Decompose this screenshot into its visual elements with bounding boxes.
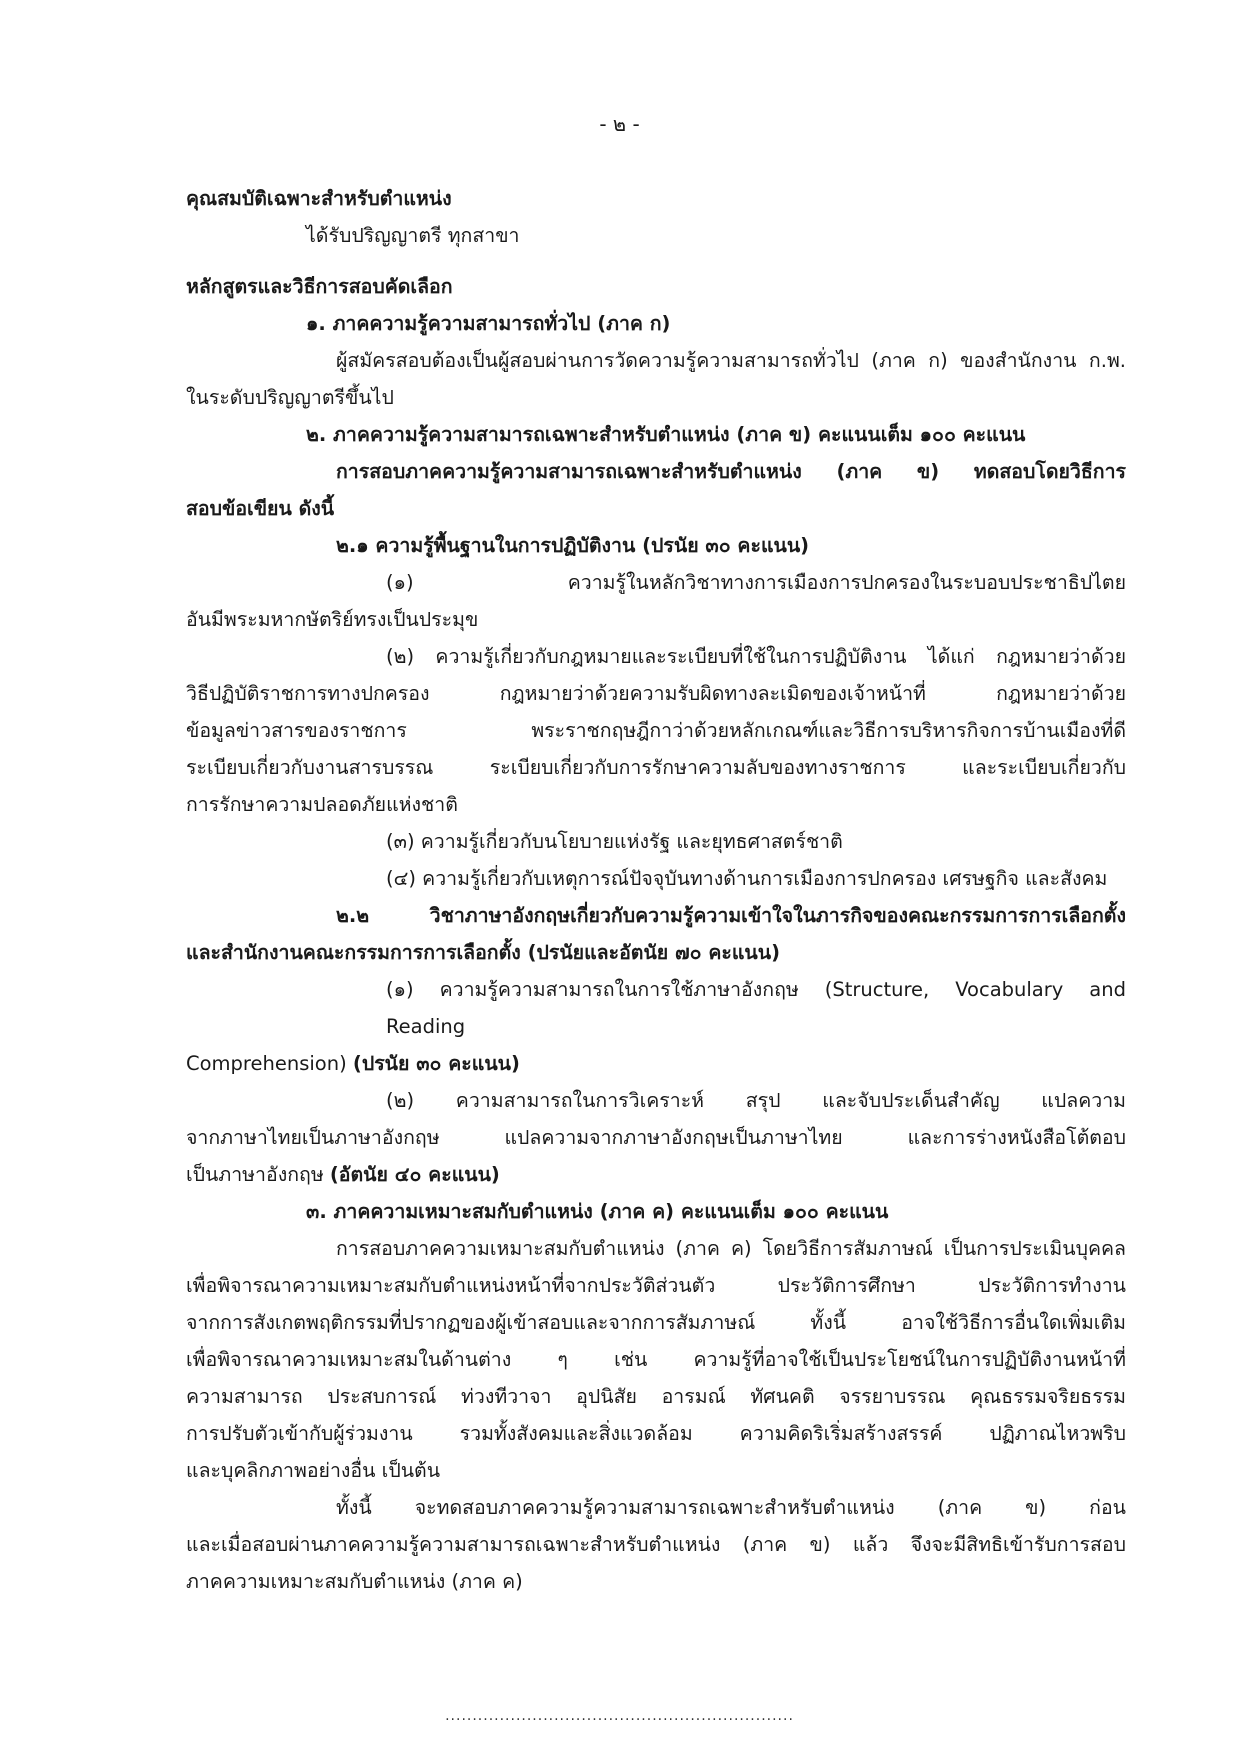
qualifications-text: ได้รับปริญญาตรี ทุกสาขา <box>306 224 520 247</box>
closing-line3: ภาคความเหมาะสมกับตำแหน่ง (ภาค ค) <box>186 1570 523 1593</box>
part2-heading: ๒. ภาคความรู้ความสามารถเฉพาะสำหรับตำแหน่ง (ภาค ข) คะแนนเต็ม ๑๐๐ คะแนน <box>306 423 1026 446</box>
section-2-1-item1-line1: (๑) ความรู้ในหลักวิชาทางการเมืองการปกครองในระบอบประชาธิปไตย <box>386 571 1126 594</box>
curriculum-heading: หลักสูตรและวิธีการสอบคัดเลือก <box>186 275 453 298</box>
part3-line1: การสอบภาคความเหมาะสมกับตำแหน่ง (ภาค ค) โดยวิธีการสัมภาษณ์ เป็นการประเมินบุคคล <box>336 1237 1126 1260</box>
section-2-1-item3: (๓) ความรู้เกี่ยวกับนโยบายแห่งรัฐ และยุทธศาสตร์ชาติ <box>386 830 843 853</box>
section-2-2-heading-line1: ๒.๒ วิชาภาษาอังกฤษเกี่ยวกับความรู้ความเข้าใจในภารกิจของคณะกรรมการการเลือกตั้ง <box>336 904 1126 927</box>
qualifications-heading: คุณสมบัติเฉพาะสำหรับตำแหน่ง <box>186 187 452 210</box>
closing-line1: ทั้งนี้ จะทดสอบภาคความรู้ความสามารถเฉพาะสำหรับตำแหน่ง (ภาค ข) ก่อน <box>336 1496 1126 1519</box>
part1-line1: ผู้สมัครสอบต้องเป็นผู้สอบผ่านการวัดความรู้ความสามารถทั่วไป (ภาค ก) ของสำนักงาน ก.พ. <box>336 349 1126 372</box>
section-2-1-item2-line1: (๒) ความรู้เกี่ยวกับกฎหมายและระเบียบที่ใช้ในการปฏิบัติงาน ได้แก่ กฎหมายว่าด้วย <box>386 645 1126 668</box>
section-2-2-item1-line2-row <box>186 1045 1126 1082</box>
page-number: - ๒ - <box>599 112 640 136</box>
section-2-1-item4: (๔) ความรู้เกี่ยวกับเหตุการณ์ปัจจุบันทางด้านการเมืองการปกครอง เศรษฐกิจ และสังคม <box>386 867 1108 890</box>
section-2-2-item2-line2: จากภาษาไทยเป็นภาษาอังกฤษ แปลความจากภาษาอังกฤษเป็นภาษาไทย และการร่างหนังสือโต้ตอบ <box>186 1126 1126 1149</box>
part1-heading: ๑. ภาคความรู้ความสามารถทั่วไป (ภาค ก) <box>306 312 671 335</box>
part3-line6: การปรับตัวเข้ากับผู้ร่วมงาน รวมทั้งสังคมและสิ่งแวดล้อม ความคิดริเริ่มสร้างสรรค์ ปฏิภาณไหวพริบ <box>186 1422 1126 1445</box>
section-2-1-item2-line4: ระเบียบเกี่ยวกับงานสารบรรณ ระเบียบเกี่ยวกับการรักษาความลับของทางราชการ และระเบียบเกี่ยวกับ <box>186 756 1126 779</box>
section-2-2-item1-score: (ปรนัย ๓๐ คะแนน) <box>352 1052 520 1075</box>
part3-line7: และบุคลิกภาพอย่างอื่น เป็นต้น <box>186 1459 441 1482</box>
section-2-1-heading: ๒.๑ ความรู้พื้นฐานในการปฏิบัติงาน (ปรนัย ๓๐ คะแนน) <box>336 534 810 557</box>
part3-line2: เพื่อพิจารณาความเหมาะสมกับตำแหน่งหน้าที่จากประวัติส่วนตัว ประวัติการศึกษา ประวัติการทำงาน <box>186 1274 1126 1297</box>
document-body <box>186 180 1126 1600</box>
end-of-document-marker: ................................................................ <box>445 1708 794 1724</box>
section-2-1-item2-line5: การรักษาความปลอดภัยแห่งชาติ <box>186 793 458 816</box>
section-2-2-item2-line1: (๒) ความสามารถในการวิเคราะห์ สรุป และจับประเด็นสำคัญ แปลความ <box>386 1089 1126 1112</box>
part3-line5: ความสามารถ ประสบการณ์ ท่วงทีวาจา อุปนิสัย อารมณ์ ทัศนคติ จรรยาบรรณ คุณธรรมจริยธรรม <box>186 1385 1126 1408</box>
section-2-1-item2-line3: ข้อมูลข่าวสารของราชการ พระราชกฤษฎีกาว่าด้วยหลักเกณฑ์และวิธีการบริหารกิจการบ้านเมืองที่ดี <box>186 719 1126 742</box>
section-2-2-item1-line1: (๑) ความรู้ความสามารถในการใช้ภาษาอังกฤษ (Structure, Vocabulary and Reading <box>386 978 1126 1038</box>
part2-intro-line1: การสอบภาคความรู้ความสามารถเฉพาะสำหรับตำแหน่ง (ภาค ข) ทดสอบโดยวิธีการ <box>336 460 1126 483</box>
part3-line4: เพื่อพิจารณาความเหมาะสมในด้านต่าง ๆ เช่น ความรู้ที่อาจใช้เป็นประโยชน์ในการปฏิบัติงานหน้าที่ <box>186 1348 1126 1371</box>
part3-heading: ๓. ภาคความเหมาะสมกับตำแหน่ง (ภาค ค) คะแนนเต็ม ๑๐๐ คะแนน <box>306 1200 889 1223</box>
part3-line3: จากการสังเกตพฤติกรรมที่ปรากฏของผู้เข้าสอบและจากการสัมภาษณ์ ทั้งนี้ อาจใช้วิธีการอื่นใดเพิ่มเติม <box>186 1311 1126 1334</box>
closing-line2: และเมื่อสอบผ่านภาคความรู้ความสามารถเฉพาะสำหรับตำแหน่ง (ภาค ข) แล้ว จึงจะมีสิทธิเข้ารับการสอบ <box>186 1533 1126 1556</box>
section-2-1-item2-line2: วิธีปฏิบัติราชการทางปกครอง กฎหมายว่าด้วยความรับผิดทางละเมิดของเจ้าหน้าที่ กฎหมายว่าด้วย <box>186 682 1126 705</box>
section-2-1-item1-line2: อันมีพระมหากษัตริย์ทรงเป็นประมุข <box>186 608 479 631</box>
section-2-2-item2-score: (อัตนัย ๔๐ คะแนน) <box>329 1163 500 1186</box>
section-2-2-item2-line3-row <box>186 1156 1126 1193</box>
section-2-2-item2-line3: เป็นภาษาอังกฤษ <box>186 1163 324 1186</box>
section-2-2-item1-line2: Comprehension) <box>186 1052 347 1075</box>
section-2-2-heading-line2: และสำนักงานคณะกรรมการการเลือกตั้ง (ปรนัยและอัตนัย ๗๐ คะแนน) <box>186 941 781 964</box>
part1-line2: ในระดับปริญญาตรีขึ้นไป <box>186 386 394 409</box>
part2-intro-line2: สอบข้อเขียน ดังนี้ <box>186 497 335 520</box>
